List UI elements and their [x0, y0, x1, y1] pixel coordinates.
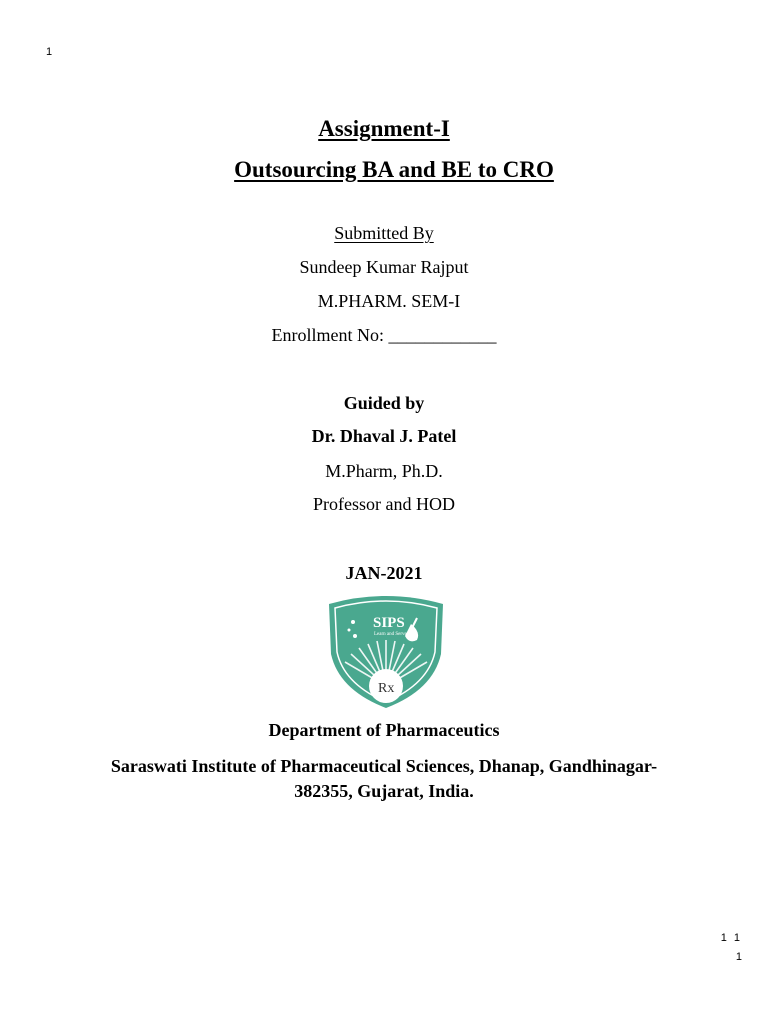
- guide-position: Professor and HOD: [313, 494, 455, 514]
- page-number-bottom-1: 1 1: [720, 932, 742, 944]
- department-name: Department of Pharmaceutics: [268, 720, 500, 740]
- guide-name: Dr. Dhaval J. Patel: [311, 426, 457, 446]
- logo-tagline: Learn and Serve: [374, 632, 407, 637]
- institute-address: [0, 754, 768, 804]
- enrollment-number: Enrollment No: ____________: [271, 325, 497, 345]
- guided-by-label: Guided by: [343, 393, 425, 413]
- assignment-subtitle: Outsourcing BA and BE to CRO: [234, 157, 554, 182]
- institute-line-2: 382355, Gujarat, India.: [294, 781, 474, 801]
- page-number-bottom-2: 1: [735, 951, 742, 963]
- assignment-title: Assignment-I: [318, 116, 450, 141]
- guide-degree: M.Pharm, Ph.D.: [325, 461, 443, 481]
- page-number-top: 1: [46, 46, 53, 58]
- submitted-by-label: Submitted By: [334, 223, 434, 243]
- submission-date: JAN-2021: [345, 563, 423, 583]
- student-name: Sundeep Kumar Rajput: [299, 257, 469, 277]
- institute-line-1: Saraswati Institute of Pharmaceutical Sciences, Dhanap, Gandhinagar-: [110, 756, 658, 776]
- course-name: M.PHARM. SEM-I: [317, 291, 461, 311]
- logo-text: SIPS: [373, 615, 405, 631]
- sips-logo: [325, 594, 447, 710]
- rx-symbol: Rx: [378, 681, 395, 696]
